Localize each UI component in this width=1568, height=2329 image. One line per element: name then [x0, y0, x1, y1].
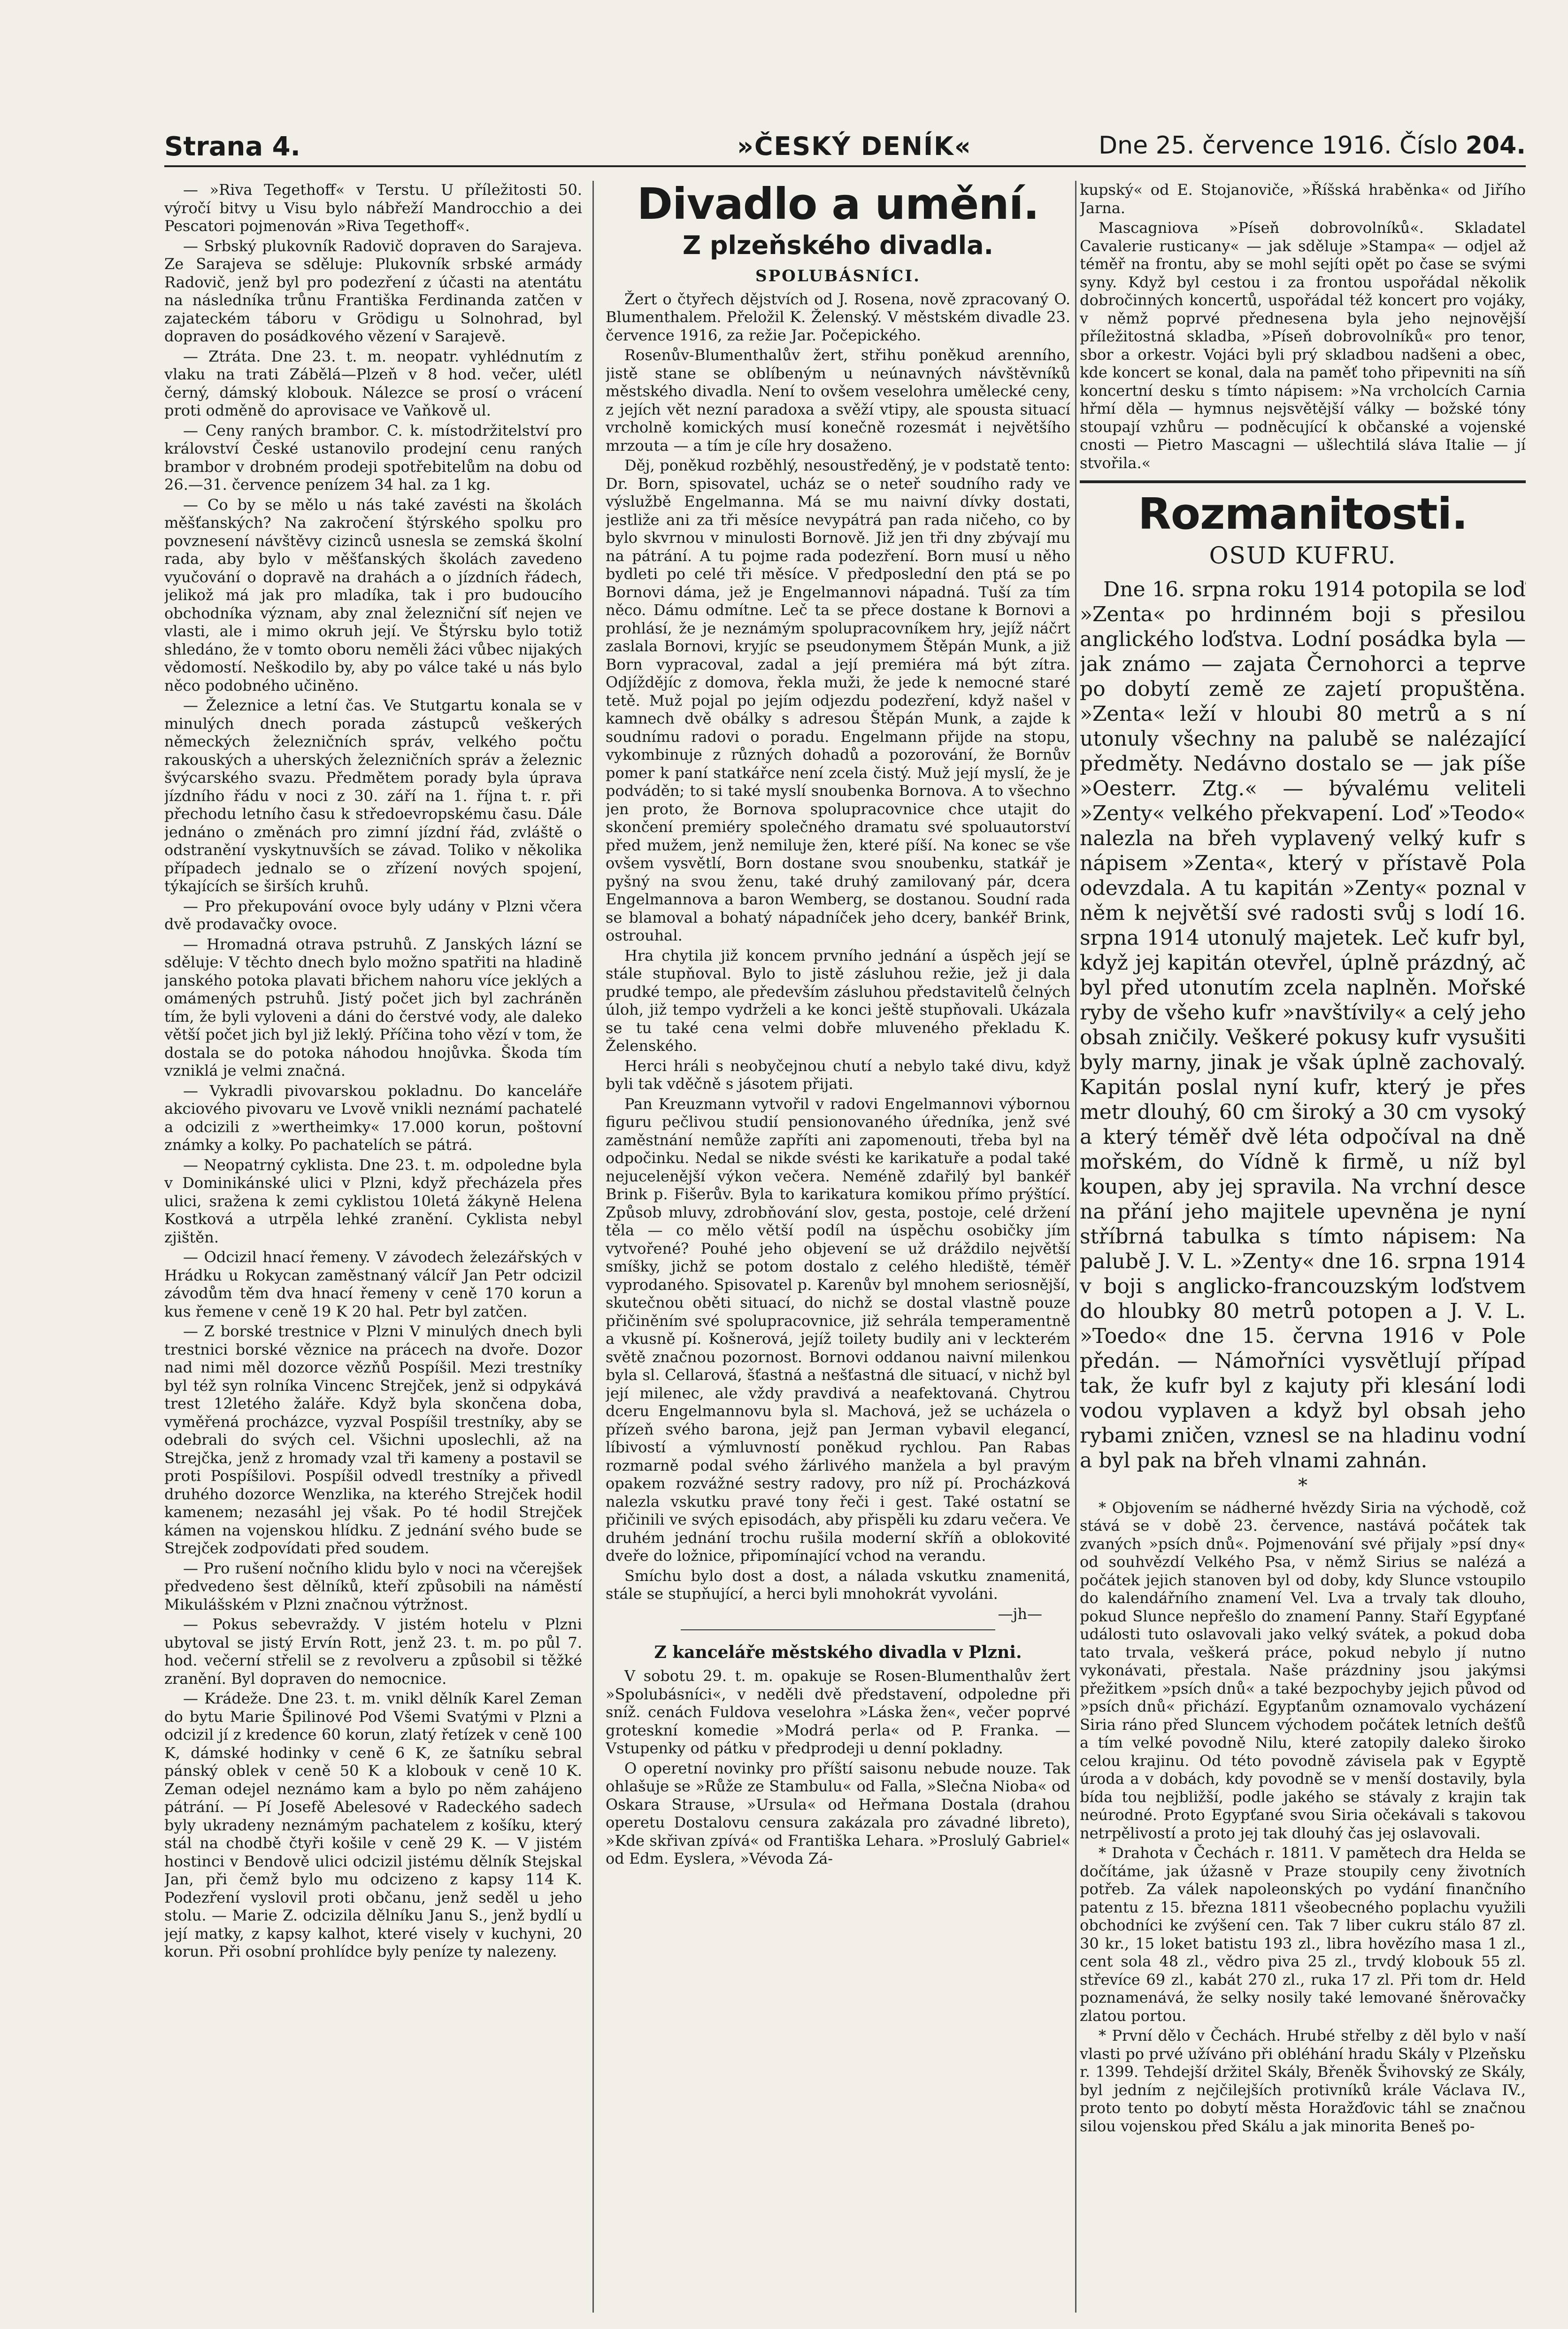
issue-number: 204.: [1465, 131, 1526, 160]
news-item: — »Riva Tegethoff« v Terstu. U příležitosti 50. výročí bitvy u Visu bylo nábřeží Mandrocchio a dei Pescatori pojmenován »Riva Tegethoff«.: [164, 181, 582, 235]
news-item: — Krádeže. Dne 23. t. m. vnikl dělník Karel Zeman do bytu Marie Špilinové Pod Všemi Svatými v Plzni a odcizil jí z kredence 60 korun, zlatý řetízek v ceně 100 K, dámské hodinky v ceně 6 K, ze šatníku sebral pánský oblek v ceně 50 K a klobouk v ceně 10 K. Zeman odejel neznámo kam a bylo po něm zahájeno pátrání. — Pí Josefě Abelesové v Radeckého sadech byly ukradeny neznámým pachatelem z košíku, který stál na chodbě čtyři košile v ceně 29 K. — V jistém hostinci v Bendově ulici odcizil jistému dělník Stejskal Jan, při čemž bylo mu odcizeno z kapsy 114 K. Podezření vyslovil proti občanu, jenž seděl u jeho stolu. — Marie Z. odcizila dělníku Janu S., jenž bydlí u její matky, z kapsy kalhot, které visely v kuchyni, 20 korun. Při osobní prohlídce byly peníze ty nalezeny.: [164, 1689, 582, 1960]
issue-date: Dne 25. července 1916.: [1099, 131, 1392, 160]
news-item: — Hromadná otrava pstruhů. Z Janských lázní se sděluje: V těchto dnech bylo možno spatřiti na hladině janského potoka plavati břichem nahoru více jeklých a omámených pstruhů. Jistý počet jich byl zachráněn tím, že byli vyloveni a dáni do čerstvé vody, ale daleko větší počet jich byl již leklý. Příčina toho vězí v tom, že dostala se do potoka náhodou hnojůvka. Škoda tím vzniklá je velmi značná.: [164, 935, 582, 1080]
news-item: — Ceny raných brambor. C. k. místodržitelství pro království České ustanovilo prodejní cenu raných brambor v drobném prodeji spotřebitelům na dobu od 26.—31. července penízem 34 hal. za 1 kg.: [164, 421, 582, 494]
review-paragraph: Hra chytila již koncem prvního jednání a úspěch její se stále stupňoval. Bylo to jistě zásluhou režie, jež ji dala prudké tempo, ale především zásluhou představitelů čelných úloh, již tempo vydrželi a ke konci ještě stupňovali. Ukázala se tu také cena velmi dobře mluveného překladu K. Želenského.: [606, 946, 1070, 1055]
column-theatre: [606, 181, 1070, 2313]
play-title: SPOLUBÁSNÍCI.: [755, 267, 921, 285]
news-item: — Z borské trestnice v Plzni V minulých dnech byli trestnici borské věznice na prácech na dvoře. Dozor nad nimi měl dozorce vězňů Pospíšil. Mezi trestníky byl též syn rolníka Vincenc Strejček, jenž si odpykává trest 12letého žaláře. Když byla skončena doba, vyměřená procházce, vyzval Pospíšil trestníky, aby se odebrali do svých cel. Všichni uposlechli, až na Strejčka, jenž z hromady vzal tři kameny a postavil se proti Pospíšilovi. Pospíšil odvedl trestníky a přivedl druhého dozorce Wenzlika, na kterého Strejček hodil kamenem; nezasáhl jej však. Po té hodil Strejček kámen na vojenskou hlídku. Z jednání svého bude se Strejček zodpovídati před soudem.: [164, 1322, 582, 1557]
issue-info: [1099, 131, 1526, 160]
note-paragraph: * Objovením se nádherné hvězdy Siria na východě, což stává se v době 23. července, nastává počátek tak zvaných »psích dnů«. Pojmenování své přijaly »psí dny« od souhvězdí Velkého Psa, v němž Sirius se nalézá a počátek jejich stanoven byl od doby, kdy Slunce vstoupilo do kalendářního znamení Vel. Lva a trvaly tak dlouho, pokud Slunce nepřešlo do znamení Panny. Staří Egypťané události tuto oslavovali jako velký svátek, a pokud doba tato trvala, veškerá práce, pokud nebylo jí nutno vykonávati, přestala. Naše prázdniny jsou jakýmsi přežitkem »psích dnů« a také bezpochyby jejich původ od »psích dnů« přichází. Egypťanům oznamovalo vycházení Siria ráno před Sluncem východem počátek letních dešťů a tím velké povodně Nilu, které zatopily daleko široko celou krajinu. Od této povodně závisela pak v Egyptě úroda a v dobách, kdy povodně se v menší dostavily, byla bída tou nejbližší, podle jakého se stávaly z krajin tak neúrodné. Proto Egypťané svou Siria očekávali s takovou netrpělivostí a proto jej tak dlouhý čas jej oslavovali.: [1080, 1498, 1526, 1842]
news-item: — Srbský plukovník Radovič dopraven do Sarajeva. Ze Sarajeva se sděluje: Plukovník srbské armády Radovič, jenž byl pro podezření z účasti na atentátu na následníka trůnu Františka Ferdinanda zatčen v zajateckém táboru v Grödigu u Solnohrad, byl dopraven do posádkového vězení v Sarajevě.: [164, 237, 582, 345]
review-paragraph: Herci hráli s neobyčejnou chutí a nebylo také divu, když byli tak vděčně s jásotem přijati.: [606, 1057, 1070, 1093]
review-paragraph: Rosenův-Blumenthalův žert, střihu poněkud arenního, jistě stane se oblíbeným u neúnavných návštěvníků městského divadla. Není to ovšem veselohra umělecké ceny, z jejích vět nezní paradoxa a svěží vtipy, ale spousta situací vrcholně komických musí konečně rozesmát i největšího mrzouta — a tím je cíle hry dosaženo.: [606, 346, 1070, 455]
news-item: — Pro rušení nočního klidu bylo v noci na včerejšek předvedeno šest dělníků, kteří způsobili na náměstí Mikulášském v Plzni značnou výtržnost.: [164, 1559, 582, 1613]
review-paragraph: Žert o čtyřech dějstvích od J. Rosena, nově zpracovaný O. Blumenthalem. Přeložil K. Želenský. V městském divadle 23. července 1916, za režie Jar. Počepického.: [606, 290, 1070, 344]
page-header: [164, 127, 1526, 169]
office-paragraph: O operetní novinky pro příští saisonu nebude nouze. Tak ohlašuje se »Růže ze Stambulu« od Falla, »Slečna Nioba« od Oskara Strause, »Ursula« od Heřmana Dostala (drahou operetu Dostalovu censura zakázala pro závadné libreto), »Kde skřivan zpívá« od Františka Lehara. »Proslulý Gabriel« od Edm. Eyslera, »Vévoda Zá-: [606, 1759, 1070, 1867]
theatre-office-heading: Z kanceláře městského divadla v Plzni.: [654, 1643, 1022, 1662]
news-item: — Odcizil hnací řemeny. V závodech železářských v Hrádku u Rokycan zaměstnaný válcíř Jan Petr odcizil závodům těm dva hnací řemeny v ceně 170 korun a kus řemene v ceně 19 K 20 hal. Petr byl zatčen.: [164, 1248, 582, 1320]
story-body: [1080, 577, 1526, 1473]
news-item: — Pro překupování ovoce byly udány v Plzni včera dvě prodavačky ovoce.: [164, 897, 582, 933]
news-item: — Co by se mělo u nás také zavésti na školách měšťanských? Na zakročení štýrského spolku pro povznesení návštěvy cizinců usnesla se zemská školní rada, aby bylo v měšťanských školách zavedeno vyučování o dopravě na drahách a o jízdních řádech, jelikož má jak pro mladíka, tak i pro budoucího obchodníka význam, aby znal železniční síť nejen ve vlasti, ale i mimo okruh její. Ve Štýrsku bylo totiž shledáno, že v tomto oboru neměli žáci vůbec nijakých vědomostí. Neškodilo by, aby po válce také u nás bylo něco podobného učiněno.: [164, 495, 582, 694]
column-divider: [592, 181, 594, 2313]
header-rule: [164, 165, 1526, 167]
review-paragraph: Děj, poněkud rozběhlý, nesoustředěný, je v podstatě tento: Dr. Born, spisovatel, ucház se o neteř soudního rady ve výslužbě Engelmanna. Má se mu naivní dívky dostati, jestliže ani za tři měsíce nevypátrá pan rada ničeho, co by bylo skvrnou v minulosti Bornově. Již jen tři dny zbývají mu na pátrání. A tu pojme rada podezření. Born musí u něho bydleti po celé tři měsíce. V předposlední den ptá se po Bornovi dáma, jež je Engelmannovi nápadná. Tuší za tím něco. Dámu odmítne. Leč ta se přece dostane k Bornovi a prohlásí, že je neznámým spolupracovníkem hry, jejíž náčrt zaslala Bornovi, kryjíc se pseudonymem Štěpán Munk, a již Born vypracoval, zadal a její premiéra má být zítra. Odjíždějíc z domova, řekla muži, že jede k nemocné staré tetě. Muž pojal po jejím odjezdu podezření, když našel v kamnech dvě obálky s adresou Štěpán Munk, a zajde k soudnímu radovi o poradu. Engelmann přijde na stopu, vykombinuje z různých dohadů a pozorování, že Bornův pomer k paní statkářce není zcela čistý. Muž její myslí, že je podváděn; to si také myslí snoubenka Bornova. A to všechno jen proto, že Bornova spolupracovnice chce utajit do skončení premiéry společného dramatu své spoluautorství před mužem, jenž nemiluje žen, které píší. Na konec se vše ovšem vysvětlí, Born dostane svou snoubenku, statkář je pyšný na svou ženu, také druhý zamilovaný pár, dcera Engelmannova a baron Wemberg, se dostanou. Soudní rada se blamoval a bohatý nápadníček jeho dcery, bankéř Brink, ostrouhal.: [606, 456, 1070, 944]
issue-number-label: Číslo: [1399, 131, 1458, 160]
story-paragraph: Dne 16. srpna roku 1914 potopila se loď »Zenta« po hrdinném boji s přesilou anglického loďstva. Lodní posádka byla — jak známo — zajata Černohorci a teprve po dobytí země ze zajetí propuštěna. »Zenta« leží v hloubi 80 metrů a s ní utonuly všechny na palubě se nalézající předměty. Nedávno dostalo se — jak píše »Oesterr. Ztg.« — bývalému veliteli »Zenty« velkého překvapení. Loď »Teodo« nalezla na břeh vyplavený velký kufr s nápisem »Zenta«, který v přístavě Pola odevzdala. A tu kapitán »Zenty« poznal v něm k největší své radosti svůj s lodí 16. srpna 1914 utonulý majetek. Leč kufr byl, když jej kapitán otevřel, úplně prázdný, ač byl před utonutím zcela naplněn. Mořské ryby de všeho kufr »navštívily« a celý jeho obsah zničily. Veškeré pokusy kufr vysušiti byly marny, jinak je však úplně zachovalý. Kapitán poslal nyní kufr, který je přes metr dlouhý, 60 cm široký a 30 cm vysoký a který téměř dvě léta odpočíval na dně mořském, do Vídně k firmě, u níž byl koupen, aby jej spravila. Na vrchní desce na přání jeho majitele upevněna je nyní stříbrná tabulka s tímto nápisem: Na palubě J. V. L. »Zenty« dne 16. srpna 1914 v boji s anglicko-francouzským loďstvem do hloubky 80 metrů potopen a J. V. L. »Toedo« dne 15. června 1916 v Pole předán. — Námořníci vysvětlují případ tak, že kufr byl z kajuty při klesání lodi vodou vyplaven a když byl obsah jeho rybami zničen, vznesl se na hladinu vodní a byl pak na břeh vlnami zahnán.: [1080, 578, 1526, 1473]
column-news: [164, 181, 582, 2313]
review-signature: —jh—: [998, 1604, 1042, 1623]
section-title-theatre: Divadlo a umění.: [637, 181, 1039, 229]
intro-paragraph: kupský« od E. Stojanoviče, »Říšská hraběnka« od Jiřího Jarna.: [1080, 181, 1526, 217]
intro-paragraph: Mascagniova »Píseň dobrovolníků«. Skladatel Cavalerie rusticany« — jak sděluje »Stampa« — odjel až téměř na frontu, aby se mohl sejíti opět po čase se svými syny. Když byl cestou i za frontou uspořádal několik dobročinných koncertů, uspořádal též koncert pro vojáky, v němž poprvé přednesena byla jeho nejnovější příležitostná skladba, »Píseň dobrovolníků« pro tenor, sbor a orkestr. Vojáci byli prý skladbou nadšeni a obec, kde koncert se konal, dala na paměť toho připevniti na síň koncertní desku s tímto nápisem: »Na vrcholcích Carnia hřmí děla — hymnus nejsvětější války — božské tóny stoupají vzhůru — podněcující k občanské a vojenské cnosti — Pietro Mascagni — ušlechtilá sláva Italie — jí stvořila.«: [1080, 219, 1526, 472]
news-item: — Ztráta. Dne 23. t. m. neopatr. vyhlédnutím z vlaku na trati Zábělá—Plzeň v 8 hod. večer, ulétl černý, dámský klobouk. Nálezce se prosí o vrácení proti odměně do aprovisace ve Vaňkově ul.: [164, 347, 582, 419]
review-paragraph: Pan Kreuzmann vytvořil v radovi Engelmannovi výbornou figuru pečlivou studií pensionovaného úředníka, jenž své zaměstnání nemůže zapříti ani zapomenouti, třeba byl na odpočinku. Nedal se nikde svésti ke karikatuře a podal také nejucelenější výkon večera. Neméně zdařilý byl bankéř Brink p. Fišerův. Byla to karikatura komikou přímo prýštící. Způsob mluvy, zdrobňování slov, gesta, postoje, celé držení těla — co mělo větší podíl na úspěchu osobičky jím vytvořené? Pouhé jeho objevení se už dráždilo největší smíšky, jichž se potom dostalo z celého hlediště, téměř vyprodaného. Spisovatel p. Karenův byl mnohem seriosnější, skutečnou oběti situací, do nichž se dostal vlastně pouze přičiněním své spolupracovnice, již sehrála temperamentně a vkusně pí. Košnerová, jejíž toilety budily ani v leckterém světě značnou pozornost. Bornovi oddanou naivní milenkou byla sl. Cellarová, šťastná a nešťastná dle situací, v nichž byl její milenec, ale vždy pravdivá a neafektovaná. Chytrou dceru Engelmannovu byla sl. Machová, jež se ucházela o přízeň svého barona, jejž pan Jerman vybavil elegancí, líbivostí a výmluvností poněkud rychlou. Pan Rabas rozmarně podal svého žárlivého manžela a byl pravým opakem rozvážné sestry radovy, pro níž pí. Procházková nalezla vskutku pravé tony řeči i gest. Také ostatní se přičinili ve svých episodách, aby přispěli ku zdaru večera. Ve druhém jednání trochu rušila moderní skříň a oblokovité dveře do ložnice, připomínající vchod na verandu.: [606, 1095, 1070, 1565]
news-item: — Neopatrný cyklista. Dne 23. t. m. odpoledne byla v Dominikánské ulici v Plzni, když přecházela přes ulici, sražena k zemi cyklistou 10letá žákyně Helena Kostková a utrpěla lehké zranění. Cyklista nebyl zjištěn.: [164, 1156, 582, 1246]
news-item: — Vykradli pivovarskou pokladnu. Do kanceláře akciového pivovaru ve Lvově vnikli neznámí pachatelé a odcizili z »wertheimky« 17.000 korun, poštovní známky a kolky. Po pachatelích se pátrá.: [164, 1081, 582, 1154]
note-paragraph: * První dělo v Čechách. Hrubé střelby z děl bylo v naší vlasti po prvé užíváno při obléhání hradu Skály v Plzeňsku r. 1399. Tehdejší držitel Skály, Břeněk Švihovský ze Skály, byl jedním z nejčilejších protivníků krále Václava IV., proto tento po dobytí města Horažďovic táhl se značnou silou vojenskou před Skálu a jak minorita Beneš po-: [1080, 2027, 1526, 2135]
news-item: — Pokus sebevraždy. V jistém hotelu v Plzni ubytoval se jistý Ervín Rott, jenž 23. t. m. po půl 7. hod. večerní střelil se z revolveru a způsobil si těžké zranění. Byl dopraven do nemocnice.: [164, 1615, 582, 1688]
section-rule: [1080, 480, 1526, 483]
section-divider: [681, 1629, 995, 1630]
news-item: — Železnice a letní čas. Ve Stutgartu konala se v minulých dnech porada zástupců veškerých německých železničních správ, velkého počtu rakouských a uherských železničních správ a železnic švýcarského svazu. Předmětem porady byla úprava jízdního řádu v noci z 30. září na 1. října t. r. při přechodu letního času k středoevropskému času. Dále jednáno o změnách pro zimní jízdní řád, zvláště o odstranění vyskytnuvších se závad. Toliko v několika případech jednalo se o zřízení nových spojení, týkajících se širších kruhů.: [164, 696, 582, 895]
section-subtitle: Z plzeňského divadla.: [682, 231, 994, 260]
review-paragraph: Smíchu bylo dost a dost, a nálada vskutku znamenitá, stále se stupňující, a herci byli mnohokrát vyvoláni.: [606, 1566, 1070, 1603]
newspaper-title: »ČESKÝ DENÍK«: [737, 131, 972, 161]
ornament-asterisk: *: [1298, 1475, 1307, 1496]
page-number: Strana 4.: [164, 131, 300, 162]
story-title: OSUD KUFRU.: [1209, 542, 1397, 569]
note-paragraph: * Drahota v Čechách r. 1811. V pamětech dra Helda se dočítáme, jak úžasně v Praze stoupily ceny životních potřeb. Za válek napoleonských po vydání finančního patentu z 15. března 1811 všeobecného poplachu využili obchodníci ke zvýšení cen. Tak 7 liber cukru stálo 87 zl. 30 kr., 15 loket batistu 193 zl., libra hovězího masa 1 zl., cent sola 48 zl., vědro piva 25 zl., trvdý klobouk 55 zl. střevíce 69 zl., kabát 270 zl., ruka 17 zl. Při tom dr. Held poznamenává, že selky nosily také lemované šněrovačky zlatou portou.: [1080, 1844, 1526, 2025]
column-divider: [1075, 181, 1076, 2313]
column-miscellany: [1080, 181, 1526, 2313]
section-title-miscellany: Rozmanitosti.: [1138, 489, 1468, 539]
office-paragraph: V sobotu 29. t. m. opakuje se Rosen-Blumenthalův žert »Spolubásníci«, v neděli dvě představení, odpoledne při sníž. cenách Fuldova veselohra »Láska žen«, večer poprvé groteskní komedie »Modrá perla« od P. Franka. — Vstupenky od pátku v předprodeji u denní pokladny.: [606, 1667, 1070, 1757]
